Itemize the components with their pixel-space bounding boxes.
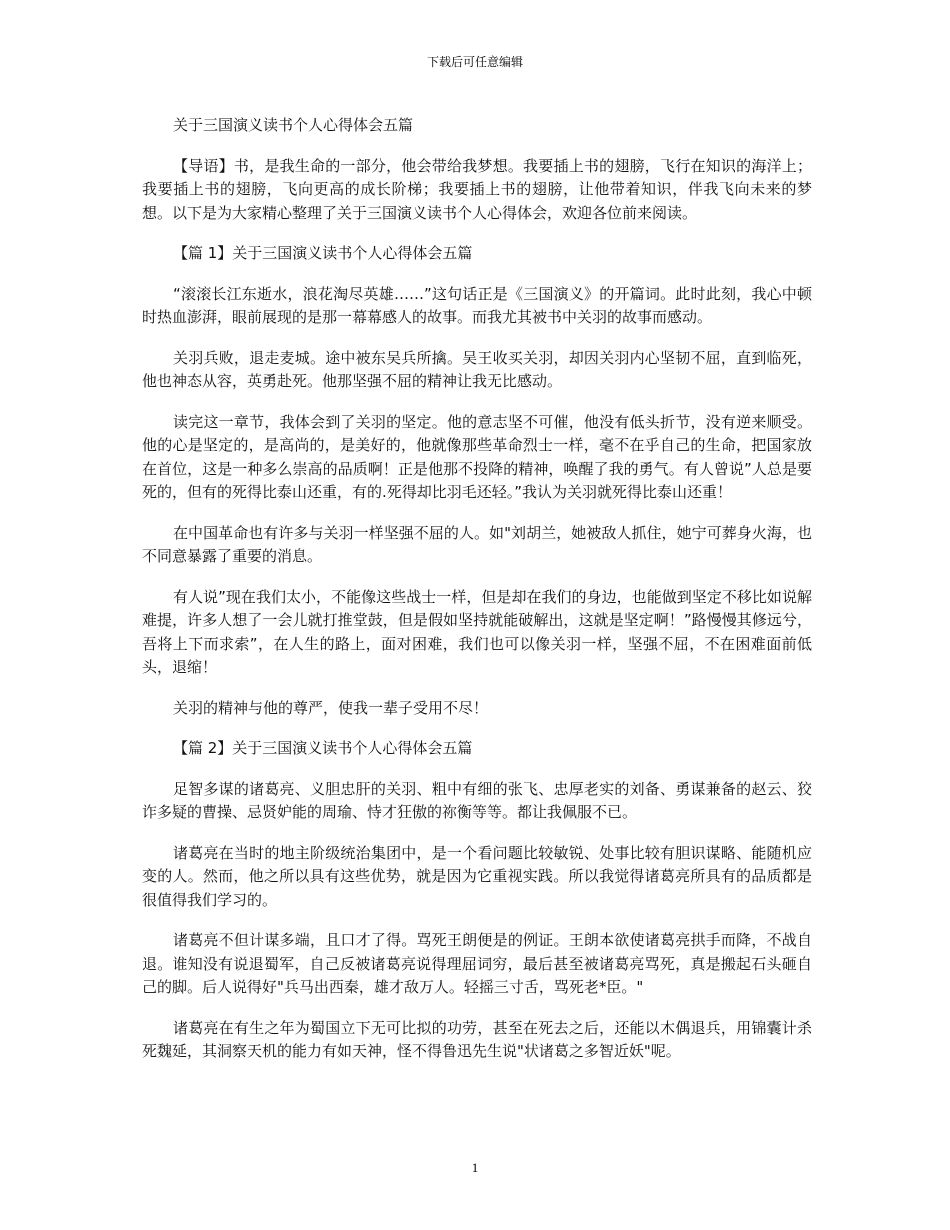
paragraph: 诸葛亮在当时的地主阶级统治集团中，是一个看问题比较敏锐、处事比较有胆识谋略、能随机应变的人。然而，他之所以具有这些优势，就是因为它重视实践。所以我觉得诸葛亮所具有的品质都是很值得我们学习的。	[142, 843, 812, 909]
section-heading-2: 【篇 2】关于三国演义读书个人心得体会五篇	[173, 739, 473, 757]
paragraph: 有人说”现在我们太小，不能像这些战士一样，但是却在我们的身边，也能做到坚定不移比如说解难提，许多人想了一会儿就打推堂鼓，但是假如坚持就能破解出，这就是坚定啊！”路慢慢其修远兮，吾将上下而求索”，在人生的路上，面对困难，我们也可以像关羽一样，坚强不屈，不在困难面前低头，退缩！	[142, 587, 812, 676]
paragraph: 诸葛亮不但计谋多端，且口才了得。骂死王朗便是的例证。王朗本欲使诸葛亮拱手而降，不战自退。谁知没有说退蜀军，自己反被诸葛亮说得理屈词穷，最后甚至被诸葛亮骂死，真是搬起石头砸自己的脚。后人说得好"兵马出西秦，雄才敌万人。轻摇三寸舌，骂死老*臣。"	[142, 931, 812, 996]
paragraph: 在中国革命也有许多与关羽一样坚强不屈的人。如"刘胡兰，她被敌人抓住，她宁可葬身火海，也不同意暴露了重要的消息。	[142, 523, 812, 565]
paragraph: “滚滚长江东逝水，浪花淘尽英雄……”这句话正是《三国演义》的开篇词。此时此刻，我心中顿时热血澎湃，眼前展现的是那一幕幕感人的故事。而我尤其被书中关羽的故事而感动。	[142, 284, 812, 326]
section-heading-1: 【篇 1】关于三国演义读书个人心得体会五篇	[173, 244, 473, 262]
document-title: 关于三国演义读书个人心得体会五篇	[173, 116, 414, 134]
paragraph: 读完这一章节，我体会到了关羽的坚定。他的意志坚不可催，他没有低头折节，没有逆来顺受。他的心是坚定的，是高尚的，是美好的，他就像那些革命烈士一样，毫不在乎自己的生命，把国家放在首位，这是一种多么崇高的品质啊！正是他那不投降的精神，唤醒了我的勇气。有人曾说”人总是要死的，但有的死得比泰山还重，有的.死得却比羽毛还轻。”我认为关羽就死得比泰山还重！	[142, 412, 812, 501]
paragraph: 足智多谋的诸葛亮、义胆忠肝的关羽、粗中有细的张飞、忠厚老实的刘备、勇谋兼备的赵云、狡诈多疑的曹操、忌贤妒能的周瑜、恃才狂傲的祢衡等等。都让我佩服不已。	[142, 779, 812, 821]
document-body	[142, 114, 812, 1081]
header-note: 下载后可任意编辑	[426, 55, 523, 69]
intro-paragraph: 【导语】书，是我生命的一部分，他会带给我梦想。我要插上书的翅膀，飞行在知识的海洋上；我要插上书的翅膀，飞向更高的成长阶梯；我要插上书的翅膀，让他带着知识，伴我飞向未来的梦想。以下是为大家精心整理了关于三国演义读书个人心得体会，欢迎各位前来阅读。	[142, 156, 812, 222]
paragraph: 关羽兵败，退走麦城。途中被东吴兵所擒。吴王收买关羽，却因关羽内心坚韧不屈，直到临死，他也神态从容，英勇赴死。他那坚强不屈的精神让我无比感动。	[142, 348, 812, 390]
paragraph: 关羽的精神与他的尊严，使我一辈子受用不尽！	[173, 698, 489, 717]
paragraph: 诸葛亮在有生之年为蜀国立下无可比拟的功劳，甚至在死去之后，还能以木偶退兵，用锦囊计杀死魏延，其洞察天机的能力有如天神，怪不得鲁迅先生说"状诸葛之多智近妖"呢。	[142, 1018, 812, 1060]
page-number: 1	[471, 1160, 479, 1175]
